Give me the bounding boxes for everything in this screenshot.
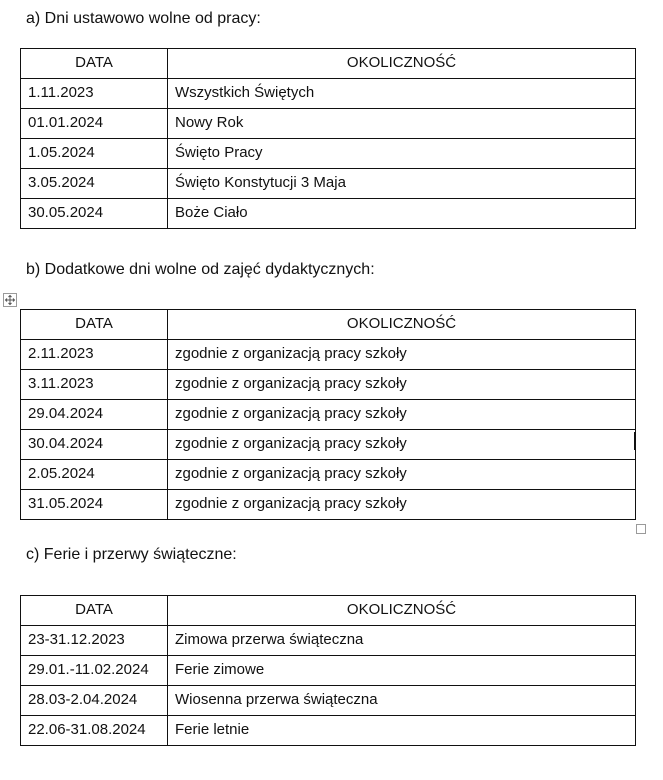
table-row	[21, 199, 636, 229]
table-row	[21, 79, 636, 109]
table-row	[21, 370, 636, 400]
table-row	[21, 490, 636, 520]
table-row	[21, 340, 636, 370]
section-c-heading: c) Ferie i przerwy świąteczne:	[26, 546, 237, 563]
occasion-cell[interactable]: zgodnie z organizacją pracy szkoły	[168, 340, 636, 370]
occasion-cell[interactable]: zgodnie z organizacją pracy szkoły	[168, 460, 636, 490]
resize-square-icon[interactable]	[636, 524, 646, 534]
date-cell[interactable]: 28.03-2.04.2024	[21, 686, 168, 716]
occasion-cell[interactable]: Wiosenna przerwa świąteczna	[168, 686, 636, 716]
occasion-cell[interactable]: Ferie zimowe	[168, 656, 636, 686]
header-okolicznosc[interactable]: OKOLICZNOŚĆ	[168, 310, 636, 340]
table-row	[21, 400, 636, 430]
occasion-cell[interactable]: Święto Pracy	[168, 139, 636, 169]
date-cell[interactable]: 23-31.12.2023	[21, 626, 168, 656]
text-cursor	[634, 432, 635, 450]
section-b-heading: b) Dodatkowe dni wolne od zajęć dydaktycznych:	[26, 261, 375, 278]
table-row	[21, 169, 636, 199]
table-header-row	[21, 310, 636, 340]
date-cell[interactable]: 29.01.-11.02.2024	[21, 656, 168, 686]
date-cell[interactable]: 3.11.2023	[21, 370, 168, 400]
table-row	[21, 139, 636, 169]
occasion-cell[interactable]: zgodnie z organizacją pracy szkoły	[168, 400, 636, 430]
occasion-cell[interactable]: Zimowa przerwa świąteczna	[168, 626, 636, 656]
date-cell[interactable]: 2.11.2023	[21, 340, 168, 370]
date-cell[interactable]: 22.06-31.08.2024	[21, 716, 168, 746]
holidays-table-b[interactable]	[20, 309, 636, 520]
date-cell[interactable]: 01.01.2024	[21, 109, 168, 139]
date-cell[interactable]: 31.05.2024	[21, 490, 168, 520]
table-header-row	[21, 596, 636, 626]
occasion-cell[interactable]: Ferie letnie	[168, 716, 636, 746]
date-cell[interactable]: 3.05.2024	[21, 169, 168, 199]
occasion-cell[interactable]: zgodnie z organizacją pracy szkoły	[168, 490, 636, 520]
date-cell[interactable]: 30.05.2024	[21, 199, 168, 229]
date-cell[interactable]: 1.05.2024	[21, 139, 168, 169]
occasion-cell[interactable]: Święto Konstytucji 3 Maja	[168, 169, 636, 199]
header-okolicznosc[interactable]: OKOLICZNOŚĆ	[168, 596, 636, 626]
header-data[interactable]: DATA	[21, 596, 168, 626]
table-row	[21, 109, 636, 139]
header-okolicznosc[interactable]: OKOLICZNOŚĆ	[168, 49, 636, 79]
table-row	[21, 626, 636, 656]
move-arrows-icon[interactable]	[3, 293, 17, 307]
date-cell[interactable]: 29.04.2024	[21, 400, 168, 430]
date-cell[interactable]: 1.11.2023	[21, 79, 168, 109]
occasion-cell[interactable]: zgodnie z organizacją pracy szkoły	[168, 370, 636, 400]
date-cell[interactable]: 30.04.2024	[21, 430, 168, 460]
section-a-heading: a) Dni ustawowo wolne od pracy:	[26, 10, 261, 27]
header-data[interactable]: DATA	[21, 310, 168, 340]
occasion-cell[interactable]: zgodnie z organizacją pracy szkoły	[168, 430, 636, 460]
holidays-table-c[interactable]	[20, 595, 636, 746]
date-cell[interactable]: 2.05.2024	[21, 460, 168, 490]
table-row	[21, 430, 636, 460]
occasion-cell[interactable]: Nowy Rok	[168, 109, 636, 139]
table-row	[21, 656, 636, 686]
table-row	[21, 716, 636, 746]
occasion-cell[interactable]: Boże Ciało	[168, 199, 636, 229]
occasion-cell[interactable]: Wszystkich Świętych	[168, 79, 636, 109]
table-row	[21, 460, 636, 490]
table-header-row	[21, 49, 636, 79]
header-data[interactable]: DATA	[21, 49, 168, 79]
holidays-table-a[interactable]	[20, 48, 636, 229]
table-row	[21, 686, 636, 716]
